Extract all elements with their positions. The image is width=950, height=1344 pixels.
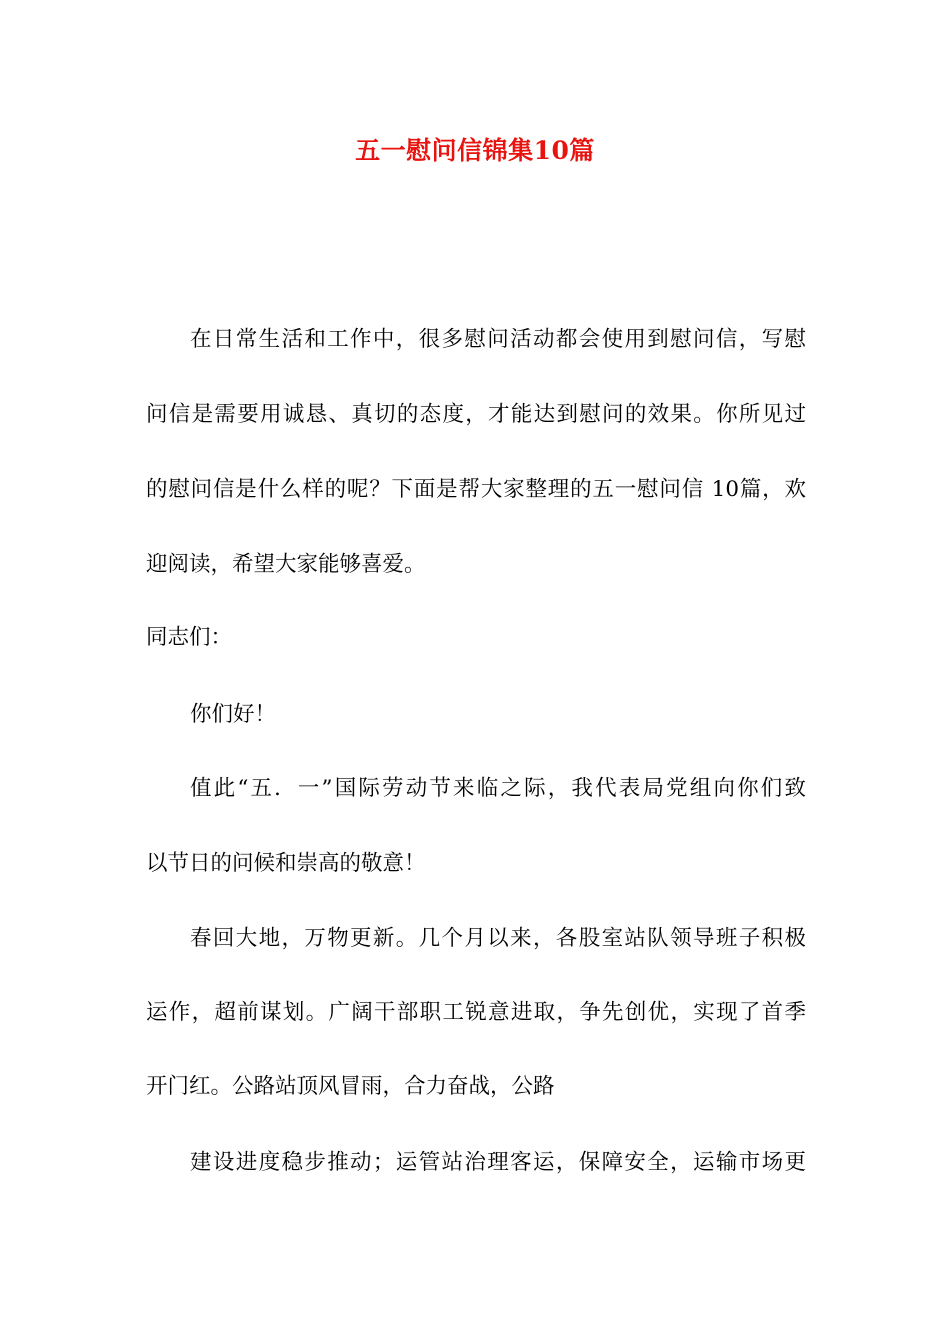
paragraph-line: 春回大地，万物更新。几个月以来，各股室站队领导班子积极: [190, 926, 806, 951]
paragraph-line: 值此“五．一”国际劳动节来临之际，我代表局党组向你们致: [190, 776, 806, 801]
paragraph-line: 开门红。公路站顶风冒雨，合力奋战，公路: [146, 1074, 555, 1099]
paragraph-line: 运作，超前谋划。广阔干部职工锐意进取，争先创优，实现了首季: [146, 1000, 806, 1025]
greeting: 你们好！: [190, 702, 277, 727]
paragraph-line: 以节日的问候和崇高的敬意！: [146, 851, 426, 876]
paragraph-line: 迎阅读，希望大家能够喜爱。: [146, 552, 426, 577]
paragraph-line: 建设进度稳步推动；运管站治理客运，保障安全，运输市场更: [190, 1150, 806, 1175]
paragraph-line: 的慰问信是什么样的呢？下面是帮大家整理的五一慰问信 10篇，欢: [146, 477, 806, 502]
salutation: 同志们：: [146, 625, 233, 650]
paragraph-line: 在日常生活和工作中，很多慰问活动都会使用到慰问信，写慰: [190, 327, 806, 352]
paragraph-line: 问信是需要用诚恳、真切的态度，才能达到慰问的效果。你所见过: [146, 402, 806, 427]
document-title: 五一慰问信锦集10篇: [355, 136, 595, 165]
